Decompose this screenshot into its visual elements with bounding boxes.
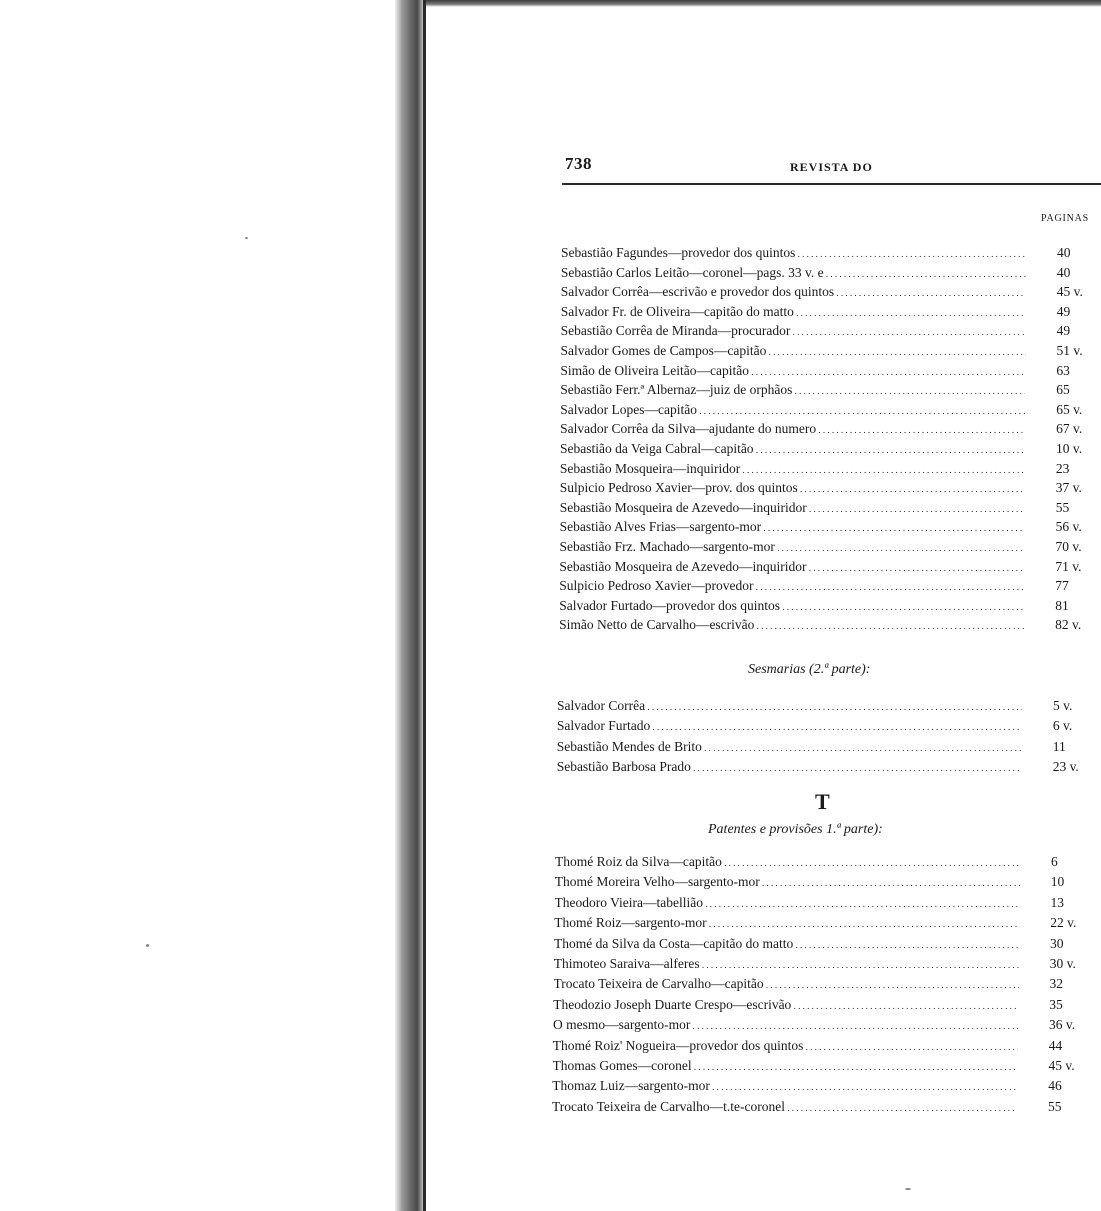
index-entry	[559, 615, 1101, 635]
page-number: 738	[565, 154, 592, 173]
entry-page: 6 v.	[1052, 718, 1073, 734]
index-entry	[560, 419, 1101, 439]
index-entry	[553, 995, 1101, 1015]
entry-page: 45 v.	[1056, 284, 1083, 300]
entry-page: 40	[1057, 245, 1071, 260]
entry-name: Thomé da Silva da Costa—capitão do matto . . .	[554, 934, 1019, 955]
entry-name: Thomé Roiz' Nogueira—provedor dos quintos . . .	[553, 1036, 1018, 1057]
paper-speck	[245, 237, 248, 239]
index-entry	[560, 439, 1101, 459]
running-head: REVISTA DO	[790, 160, 873, 174]
entry-name: Salvador Gomes de Campos—capitão . . .	[561, 341, 1026, 362]
book-spine-shadow	[395, 0, 423, 1211]
index-entry	[552, 1097, 1101, 1117]
entry-page: 22 v.	[1050, 915, 1077, 931]
entry-page: 55	[1048, 1098, 1062, 1114]
entry-name: Sebastião Ferr.ª Albernaz—juiz de orphãos . . .	[560, 380, 1025, 401]
entry-name: Sebastião Mendes de Brito . . .	[557, 737, 1022, 758]
entry-name: Sulpicio Pedroso Xavier—prov. dos quintos . . .	[560, 478, 1025, 499]
entry-name: Sebastião Alves Frias—sargento-mor . . .	[560, 517, 1025, 538]
entry-name: Sebastião Fagundes—provedor dos quintos . . .	[561, 243, 1026, 264]
entry-page: 46	[1048, 1078, 1062, 1094]
index-entry	[561, 321, 1101, 341]
entry-name: Salvador Furtado . . .	[557, 716, 1022, 737]
letter-heading: T	[815, 789, 830, 814]
index-entry	[560, 517, 1101, 537]
entry-page: 11	[1052, 738, 1066, 754]
entry-name: Thomé Roiz—sargento-mor . . .	[554, 913, 1019, 934]
paper-speck	[146, 944, 149, 947]
entry-name: O mesmo—sargento-mor . . .	[553, 1015, 1018, 1036]
entry-name: Salvador Fr. de Oliveira—capitão do matto . . .	[561, 302, 1026, 323]
entry-name: Theodozio Joseph Duarte Crespo—escrivão . . .	[553, 995, 1018, 1016]
entry-page: 6	[1051, 854, 1058, 869]
index-entry	[560, 459, 1101, 479]
section-title-sesmarias: Sesmarias (2.ª parte):	[748, 662, 871, 677]
entry-name: Salvador Corrêa—escrivão e provedor dos quintos . . .	[561, 282, 1026, 303]
index-entry	[561, 243, 1101, 263]
entry-page: 32	[1049, 976, 1063, 992]
entry-page: 65 v.	[1056, 401, 1083, 417]
entry-page: 70 v.	[1055, 539, 1082, 554]
entry-page: 35	[1049, 996, 1063, 1012]
index-entry	[553, 1015, 1101, 1035]
entry-page: 49	[1056, 303, 1071, 319]
index-entry	[553, 1056, 1101, 1076]
index-entry	[555, 872, 1101, 892]
entry-name: Sebastião Mosqueira de Azevedo—inquiridor . . .	[560, 498, 1025, 519]
entry-name: Sebastião da Veiga Cabral—capitão . . .	[560, 439, 1025, 460]
entry-page: 65	[1056, 382, 1070, 398]
entry-page: 81	[1055, 597, 1069, 613]
index-entry	[561, 302, 1101, 322]
page-gutter-edge	[423, 0, 426, 1211]
entry-name: Thomé Moreira Velho—sargento-mor . . .	[555, 872, 1020, 893]
index-entry	[557, 737, 1101, 757]
index-entry	[561, 263, 1101, 283]
index-entry	[554, 974, 1101, 994]
entry-name: Thomé Roiz da Silva—capitão . . .	[555, 852, 1020, 873]
entry-page: 56 v.	[1055, 519, 1082, 535]
entry-name: Thomaz Luiz—sargento-mor . . .	[552, 1076, 1017, 1097]
index-entry	[554, 954, 1101, 974]
entry-name: Thomas Gomes—coronel . . .	[553, 1056, 1018, 1077]
index-entry	[553, 1036, 1101, 1056]
entry-name: Salvador Lopes—capitão . . .	[560, 400, 1025, 421]
entry-page: 23 v.	[1052, 758, 1079, 774]
index-entry	[560, 478, 1101, 498]
index-entry	[557, 696, 1101, 716]
entry-name: Sebastião Barbosa Prado . . .	[557, 757, 1022, 778]
entry-name: Trocato Teixeira de Carvalho—capitão . . .	[554, 974, 1019, 995]
entry-page: 45 v.	[1048, 1058, 1075, 1073]
index-entry	[560, 361, 1101, 381]
index-entry	[555, 893, 1101, 913]
index-entry	[561, 282, 1101, 302]
entry-page: 36 v.	[1049, 1017, 1076, 1033]
index-entry	[559, 596, 1101, 616]
entry-page: 10	[1050, 874, 1065, 890]
index-entry	[555, 852, 1101, 872]
entry-page: 13	[1050, 894, 1064, 910]
entry-page: 30	[1050, 935, 1064, 951]
entry-name: Sebastião Carlos Leitão—coronel—pags. 33 v. e . . .	[561, 263, 1026, 284]
entry-name: Simão Netto de Carvalho—escrivão . . .	[559, 615, 1024, 636]
index-entry	[554, 913, 1101, 933]
entry-name: Simão de Oliveira Leitão—capitão . . .	[560, 361, 1025, 382]
entry-page: 77	[1055, 578, 1069, 594]
entry-name: Sebastião Mosqueira de Azevedo—inquiridor . . .	[559, 557, 1024, 578]
entry-name: Sebastião Mosqueira—inquiridor . . .	[560, 459, 1025, 480]
entry-name: Sebastião Corrêa de Miranda—procurador . . .	[561, 321, 1026, 342]
index-entry	[554, 934, 1101, 954]
entry-page: 82 v.	[1055, 617, 1082, 633]
index-entry	[557, 716, 1101, 736]
index-entry	[559, 557, 1101, 577]
entry-page: 44	[1048, 1037, 1063, 1053]
index-entry	[557, 757, 1101, 777]
entry-name: Trocato Teixeira de Carvalho—t.te-coronel . . .	[552, 1097, 1017, 1118]
entry-page: 10 v.	[1056, 441, 1083, 456]
index-entry	[552, 1076, 1101, 1096]
index-entry	[560, 400, 1101, 420]
index-entry	[561, 341, 1101, 361]
index-entry	[560, 537, 1101, 557]
entry-name: Salvador Furtado—provedor dos quintos . . .	[559, 596, 1024, 617]
entry-page: 30 v.	[1049, 956, 1076, 971]
entry-page: 5 v.	[1053, 698, 1073, 713]
pages-column-label: PAGINAS	[1041, 213, 1090, 224]
entry-page: 49	[1056, 323, 1071, 339]
paper-speck	[905, 1188, 911, 1190]
entry-name: Salvador Corrêa . . .	[557, 696, 1022, 717]
entry-page: 37 v.	[1055, 480, 1082, 496]
entry-page: 55	[1055, 499, 1070, 515]
index-entry	[560, 498, 1101, 518]
entry-page: 40	[1056, 264, 1071, 280]
entry-page: 67 v.	[1056, 421, 1083, 437]
entry-name: Thimoteo Saraiva—alferes . . .	[554, 954, 1019, 975]
entry-page: 63	[1056, 362, 1070, 378]
entry-page: 51 v.	[1056, 343, 1083, 358]
entry-name: Sulpicio Pedroso Xavier—provedor . . .	[559, 576, 1024, 597]
index-entry	[559, 576, 1101, 596]
entry-name: Salvador Corrêa da Silva—ajudante do numero . . .	[560, 419, 1025, 440]
index-entry	[560, 380, 1101, 400]
entry-page: 71 v.	[1055, 558, 1082, 574]
entry-page: 23	[1055, 460, 1070, 476]
entry-name: Theodoro Vieira—tabellião . . .	[555, 893, 1020, 914]
section-title-patentes: Patentes e provisões 1.ª parte):	[708, 822, 883, 837]
header-rule	[562, 183, 1101, 185]
page-top-edge	[420, 0, 1101, 7]
entry-name: Sebastião Frz. Machado—sargento-mor . . .	[560, 537, 1025, 558]
